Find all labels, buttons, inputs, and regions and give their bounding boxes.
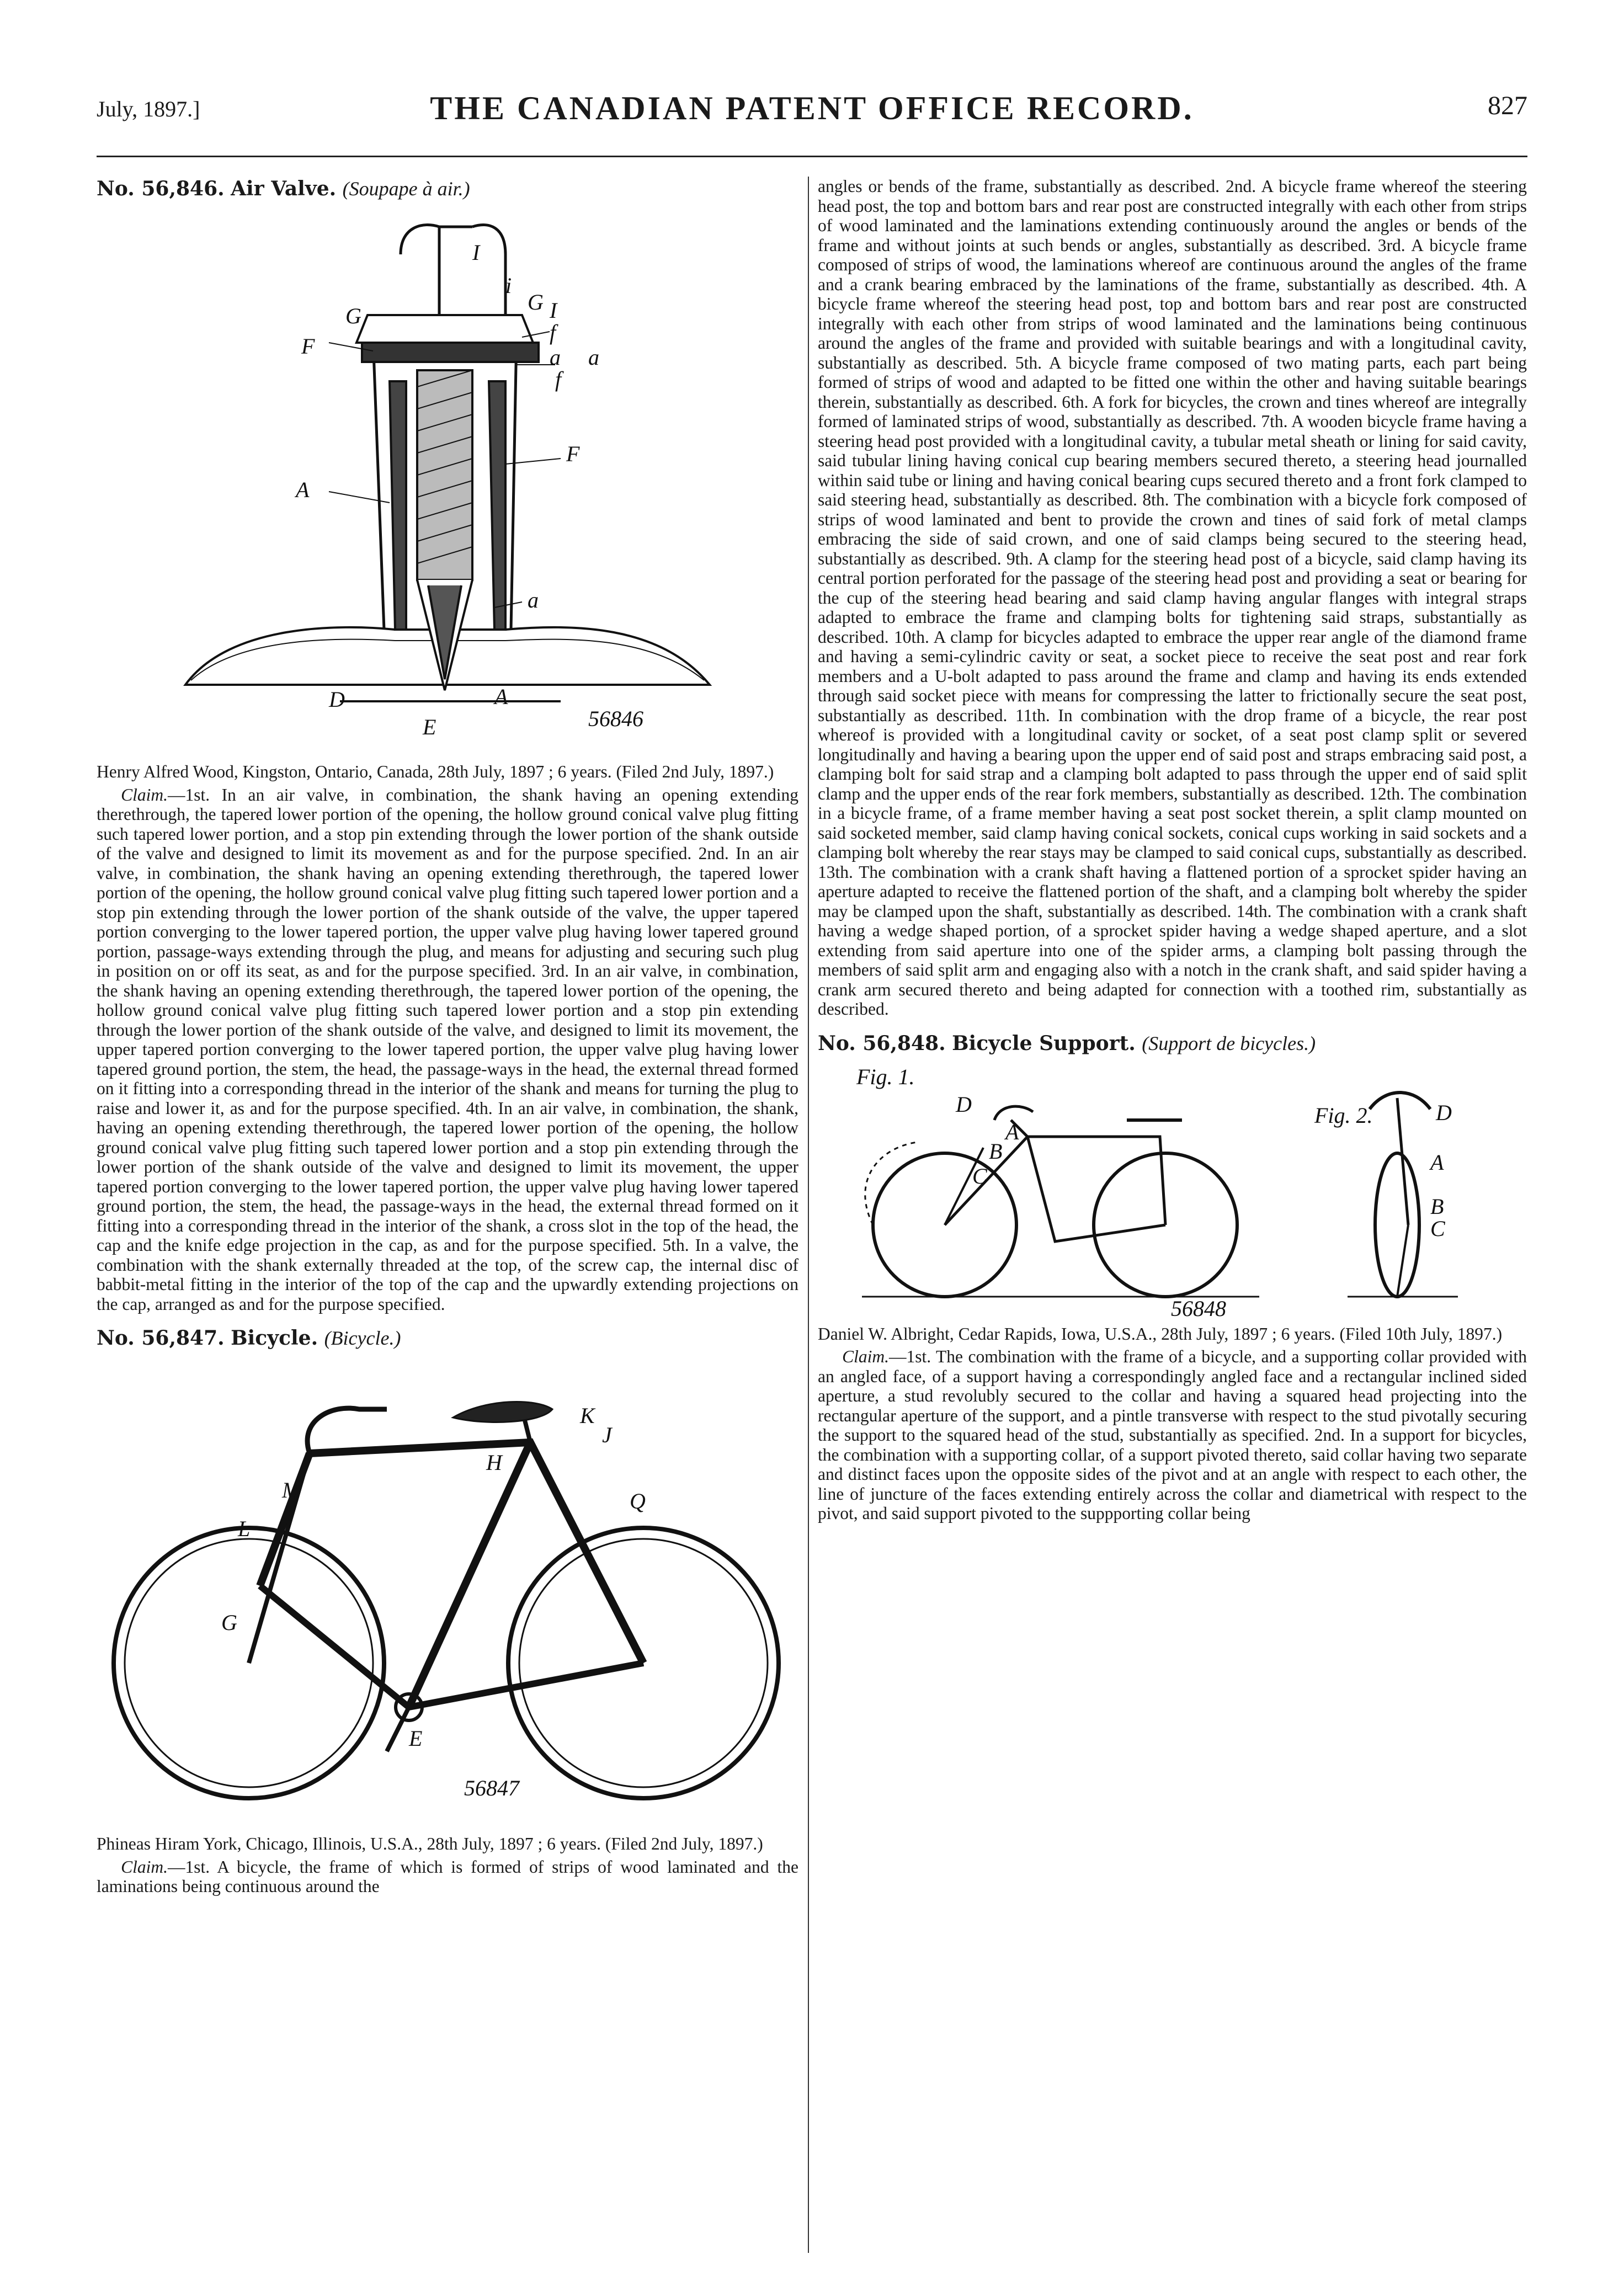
patent-title-french: (Support de bicycles.)	[1142, 1032, 1316, 1054]
fig-label-f: f	[550, 320, 556, 345]
claims-continuation: angles or bends of the frame, substantially as described. 2nd. A bicycle frame whereof the steering head post, the top and bottom bars and rear post are constructed integrally with each other from strips of wood laminated and the laminations extending continuously around the angles or bends of the frame and without joints at such bends or angles, substantially as described. 3rd. A bicycle frame composed of strips of wood, the laminations whereof are continuous around the angles of the frame and a crank bearing embraced by the laminations of the frame, substantially as described. 4th. A bicycle frame whereof the steering head post, top and bottom bars and rear post are constructed integrally with each other from strips of wood laminated and the laminations being continuous around the angles of the frame and provided with suitable bearings and with a longitudinal cavity, substantially as described. 5th. A bicycle frame composed of two mating parts, each part being formed of strips of wood and adapted to be fitted one within the other and having suitable bearings therein, substantially as described. 6th. A fork for bicycles, the crown and tines whereof are integrally formed of laminated strips of wood, substantially as described. 7th. A wooden bicycle frame having a steering head post provided with a longitudinal cavity, a tubular metal sheath or lining for said cavity, said tubular lining having conical cup bearing members secured thereto, a steering head journalled within said tube or lining and having conical bearing cups secured thereto and a front fork clamped to said steering head, substantially as described. 8th. The combination with a bicycle fork composed of strips of wood laminated and bent to provide the crown and tines of said fork of metal clamps embracing the side of said crown, and one of said clamps being secured to the steering head, substantially as described. 9th. A clamp for the steering head post of a bicycle, said clamp having its central portion perforated for the passage of the steering head post and providing a seat or bearing for the cup of the steering head bearing and said clamp having angular flanges with integral straps adapted to embrace the frame and clamping bolts for tightening said straps, substantially as described. 10th. A clamp for bicycles adapted to embrace the upper rear angle of the diamond frame and having a semi-cylindric cavity or seat, a socket piece to receive the seat post and rear fork members and a U-bolt adapted to pass around the frame and clamp and having its ends extended through said socket piece with means for compressing the latter to frictionally secure the seat post, substantially as described. 11th. In combination with the drop frame of a bicycle, the rear post whereof is provided with a longitudinal cavity or socket, of a seat post clamp split or severed longitudinally and having a bearing upon the upper end of said post and straps embracing said post, a clamping bolt for said strap and a clamping bolt adapted to pass through the upper end of said split clamp and the upper ends of the rear fork members, substantially as described. 12th. The combination in a bicycle frame, of a frame member having a seat post socket therein, a split clamp mounted on said socketed member, said clamp having conical sockets, conical cups working in said sockets and a clamping bolt whereby the rear stays may be clamped to said conical cups, substantially as described. 13th. The combination with a crank shaft having a flattened portion of a sprocket spider having an aperture adapted to receive the flattened portion of the shaft, and a clamping bolt whereby the spider may be clamped upon the shaft, substantially as described. 14th. The combination with a crank shaft having a wedge shaped portion, of a sprocket spider having a wedge shaped aperture, and a slot extending from said aperture into one of the spider arms, a clamping bolt passing through the members of said split arm and engaging also with a notch in the crank shaft, and said spider having a crank arm secured thereto and being adapted for connection with a toothed rim, substantially as described.	[818, 177, 1527, 1019]
air-valve-drawing	[163, 205, 732, 756]
fig-label-a3: a	[528, 588, 539, 612]
claim-label: Claim.	[121, 1857, 168, 1877]
fig-label-Q: Q	[630, 1489, 646, 1514]
fig2-letter-B: B	[1430, 1193, 1444, 1219]
claim-text: —1st. A bicycle, the frame of which is formed of strips of wood laminated and the laminations being continuous around the	[97, 1857, 798, 1896]
fig1-letter-B: B	[989, 1138, 1003, 1164]
fig1-letter-D: D	[956, 1091, 972, 1117]
fig-label-J: J	[602, 1422, 612, 1447]
fig-patent-number: 56846	[588, 706, 643, 731]
patent-heading-56848	[818, 1031, 1527, 1056]
fig-label-K: K	[580, 1403, 595, 1428]
fig-label-A: A	[296, 477, 310, 502]
claims-paragraph	[97, 1857, 798, 1896]
fig-label-I: I	[472, 240, 480, 265]
running-header	[97, 88, 1527, 132]
claim-text: —1st. In an air valve, in combination, the shank having an opening extending therethrough, the tapered lower portion of the opening, the hollow ground conical valve plug fitting such tapered lower portion, and a stop pin extending through the lower portion of the shank outside of the valve and designed to limit its movement as and for the purpose specified. 2nd. In an air valve, in combination, the shank having an opening extending therethrough, the tapered lower portion of the opening, the hollow ground conical valve plug fitting such tapered lower portion and a stop pin extending through the lower portion of the shank outside of the valve, the upper tapered portion converging to the lower tapered portion, the upper valve plug having lower tapered ground portion, passage-ways extending through the plug, and means for adjusting and securing such plug in position on or off its seat, as and for the purpose specified. 3rd. In an air valve, in combination, the shank having an opening extending therethrough, the tapered lower portion of the opening, the hollow ground conical valve plug fitting such tapered lower portion and a stop pin extending through the lower portion of the shank outside of the valve, and designed to limit its movement, the upper tapered portion converging to the lower tapered portion, the upper valve plug having lower tapered ground portion, the stem, the head, the passage-ways in the head, the external thread formed on it fitting into a corresponding thread in the interior of the shank and means for turning the plug to raise and lower it, as and for the purpose specified. 4th. In an air valve, in combination, the shank, having an opening extending therethrough, the tapered lower portion of the opening, the hollow ground conical valve plug fitting such tapered lower portion and a stop pin extending through the lower portion of the shank outside of the valve and designed to limit its movement, the upper tapered portion converging to the lower tapered portion, the upper valve plug having lower tapered ground portion, the stem, the head, the passage-ways in the head, the external thread formed on it fitting into a corresponding thread in the interior of the shank, a cross slot in the top of the head, the cap and the knife edge projection in the cap, as and for the purpose specified. 5th. In a valve, the combination with the shank externally threaded at the top, of the screw cap, the internal disc of babbit-metal fitting in the interior of the top of the cap and the upwardly extending projections on the cap, arranged as and for the purpose specified.	[97, 785, 798, 1314]
fig-label-L: L	[238, 1516, 251, 1541]
fig-label-f2: f	[555, 367, 562, 392]
fig2-letter-D: D	[1436, 1100, 1452, 1125]
header-rule	[97, 156, 1527, 157]
fig-label-F2: F	[566, 441, 580, 466]
patent-number: No. 56,847.	[97, 1326, 225, 1350]
fig-label-H: H	[486, 1450, 502, 1475]
fig-patent-number: 56848	[1171, 1296, 1226, 1319]
claim-label: Claim.	[121, 785, 168, 804]
right-column	[818, 177, 1527, 2253]
fig-label-G2: G	[528, 290, 544, 315]
fig-label-a: a	[550, 345, 561, 370]
claims-paragraph	[97, 785, 798, 1314]
fig-patent-number: 56847	[464, 1776, 519, 1800]
fig-label-F: F	[301, 334, 315, 359]
fig1-letter-C: C	[972, 1163, 987, 1189]
patent-heading-56846	[97, 177, 798, 201]
fig-label-M: M	[282, 1478, 301, 1502]
fig-label-I2: I	[550, 298, 557, 323]
bicycle-figure	[97, 1354, 798, 1829]
patent-title-french: (Soupape à air.)	[342, 178, 470, 200]
patent-title: Air Valve.	[231, 177, 337, 200]
fig-label-G: G	[221, 1610, 237, 1635]
patent-title: Bicycle.	[231, 1326, 318, 1350]
fig2-label: Fig. 2.	[1314, 1102, 1373, 1128]
patent-number: No. 56,848.	[818, 1031, 946, 1055]
air-valve-figure	[97, 205, 798, 756]
fig-label-A2: A	[494, 684, 508, 709]
header-date: July, 1897.]	[97, 97, 200, 121]
fig-label-a2: a	[588, 345, 599, 370]
fig-label-G: G	[345, 303, 361, 328]
fig1-label: Fig. 1.	[856, 1064, 915, 1089]
fig2-letter-A: A	[1430, 1149, 1444, 1175]
fig2-letter-C: C	[1430, 1216, 1445, 1241]
claims-paragraph	[818, 1347, 1527, 1523]
fig-label-E: E	[423, 715, 436, 739]
claim-text: —1st. The combination with the frame of a bicycle, and a supporting collar provided with an angled face, of a support having a correspondingly angled face and a rectangular inclined sided aperture, a stud revolubly secured to the collar and having a squared head projecting into the rectangular aperture of the support, and a pintle transverse with respect to the stud pivotally securing the support to the squared head of the stud, substantially as specified. 2nd. In a support for bicycles, the combination with a supporting collar, of a support pivoted thereto, said collar having two separate and distinct faces upon the opposite sides of the pivot and at an angle with respect to each other, the line of juncture of the faces extending entirely across the collar and diametrical with respect to the pivot, and said support pivoted to the suppporting collar being	[818, 1347, 1527, 1523]
journal-title: THE CANADIAN PATENT OFFICE RECORD.	[430, 90, 1194, 126]
bicycle-support-drawing	[818, 1059, 1527, 1319]
column-divider	[808, 177, 809, 2253]
page-number: 827	[1488, 91, 1527, 120]
patent-heading-56847	[97, 1326, 798, 1351]
inventor-line: Phineas Hiram York, Chicago, Illinois, U.S.A., 28th July, 1897 ; 6 years. (Filed 2nd July, 1897.)	[97, 1834, 763, 1853]
left-column	[97, 177, 798, 2253]
fig-label-i: i	[505, 273, 512, 298]
bicycle-support-figure	[818, 1059, 1527, 1319]
fig-label-D: D	[329, 687, 345, 712]
inventor-line: Daniel W. Albright, Cedar Rapids, Iowa, U.S.A., 28th July, 1897 ; 6 years. (Filed 10th July, 1897.)	[818, 1324, 1503, 1344]
fig1-letter-A: A	[1005, 1119, 1019, 1144]
fig-label-E: E	[409, 1726, 423, 1751]
inventor-line: Henry Alfred Wood, Kingston, Ontario, Canada, 28th July, 1897 ; 6 years. (Filed 2nd July, 1897.)	[97, 762, 774, 781]
patent-title-french: (Bicycle.)	[324, 1327, 401, 1349]
bicycle-drawing	[100, 1354, 795, 1829]
claim-label: Claim.	[842, 1347, 889, 1366]
patent-title: Bicycle Support.	[952, 1031, 1136, 1055]
patent-number: No. 56,846.	[97, 177, 225, 200]
